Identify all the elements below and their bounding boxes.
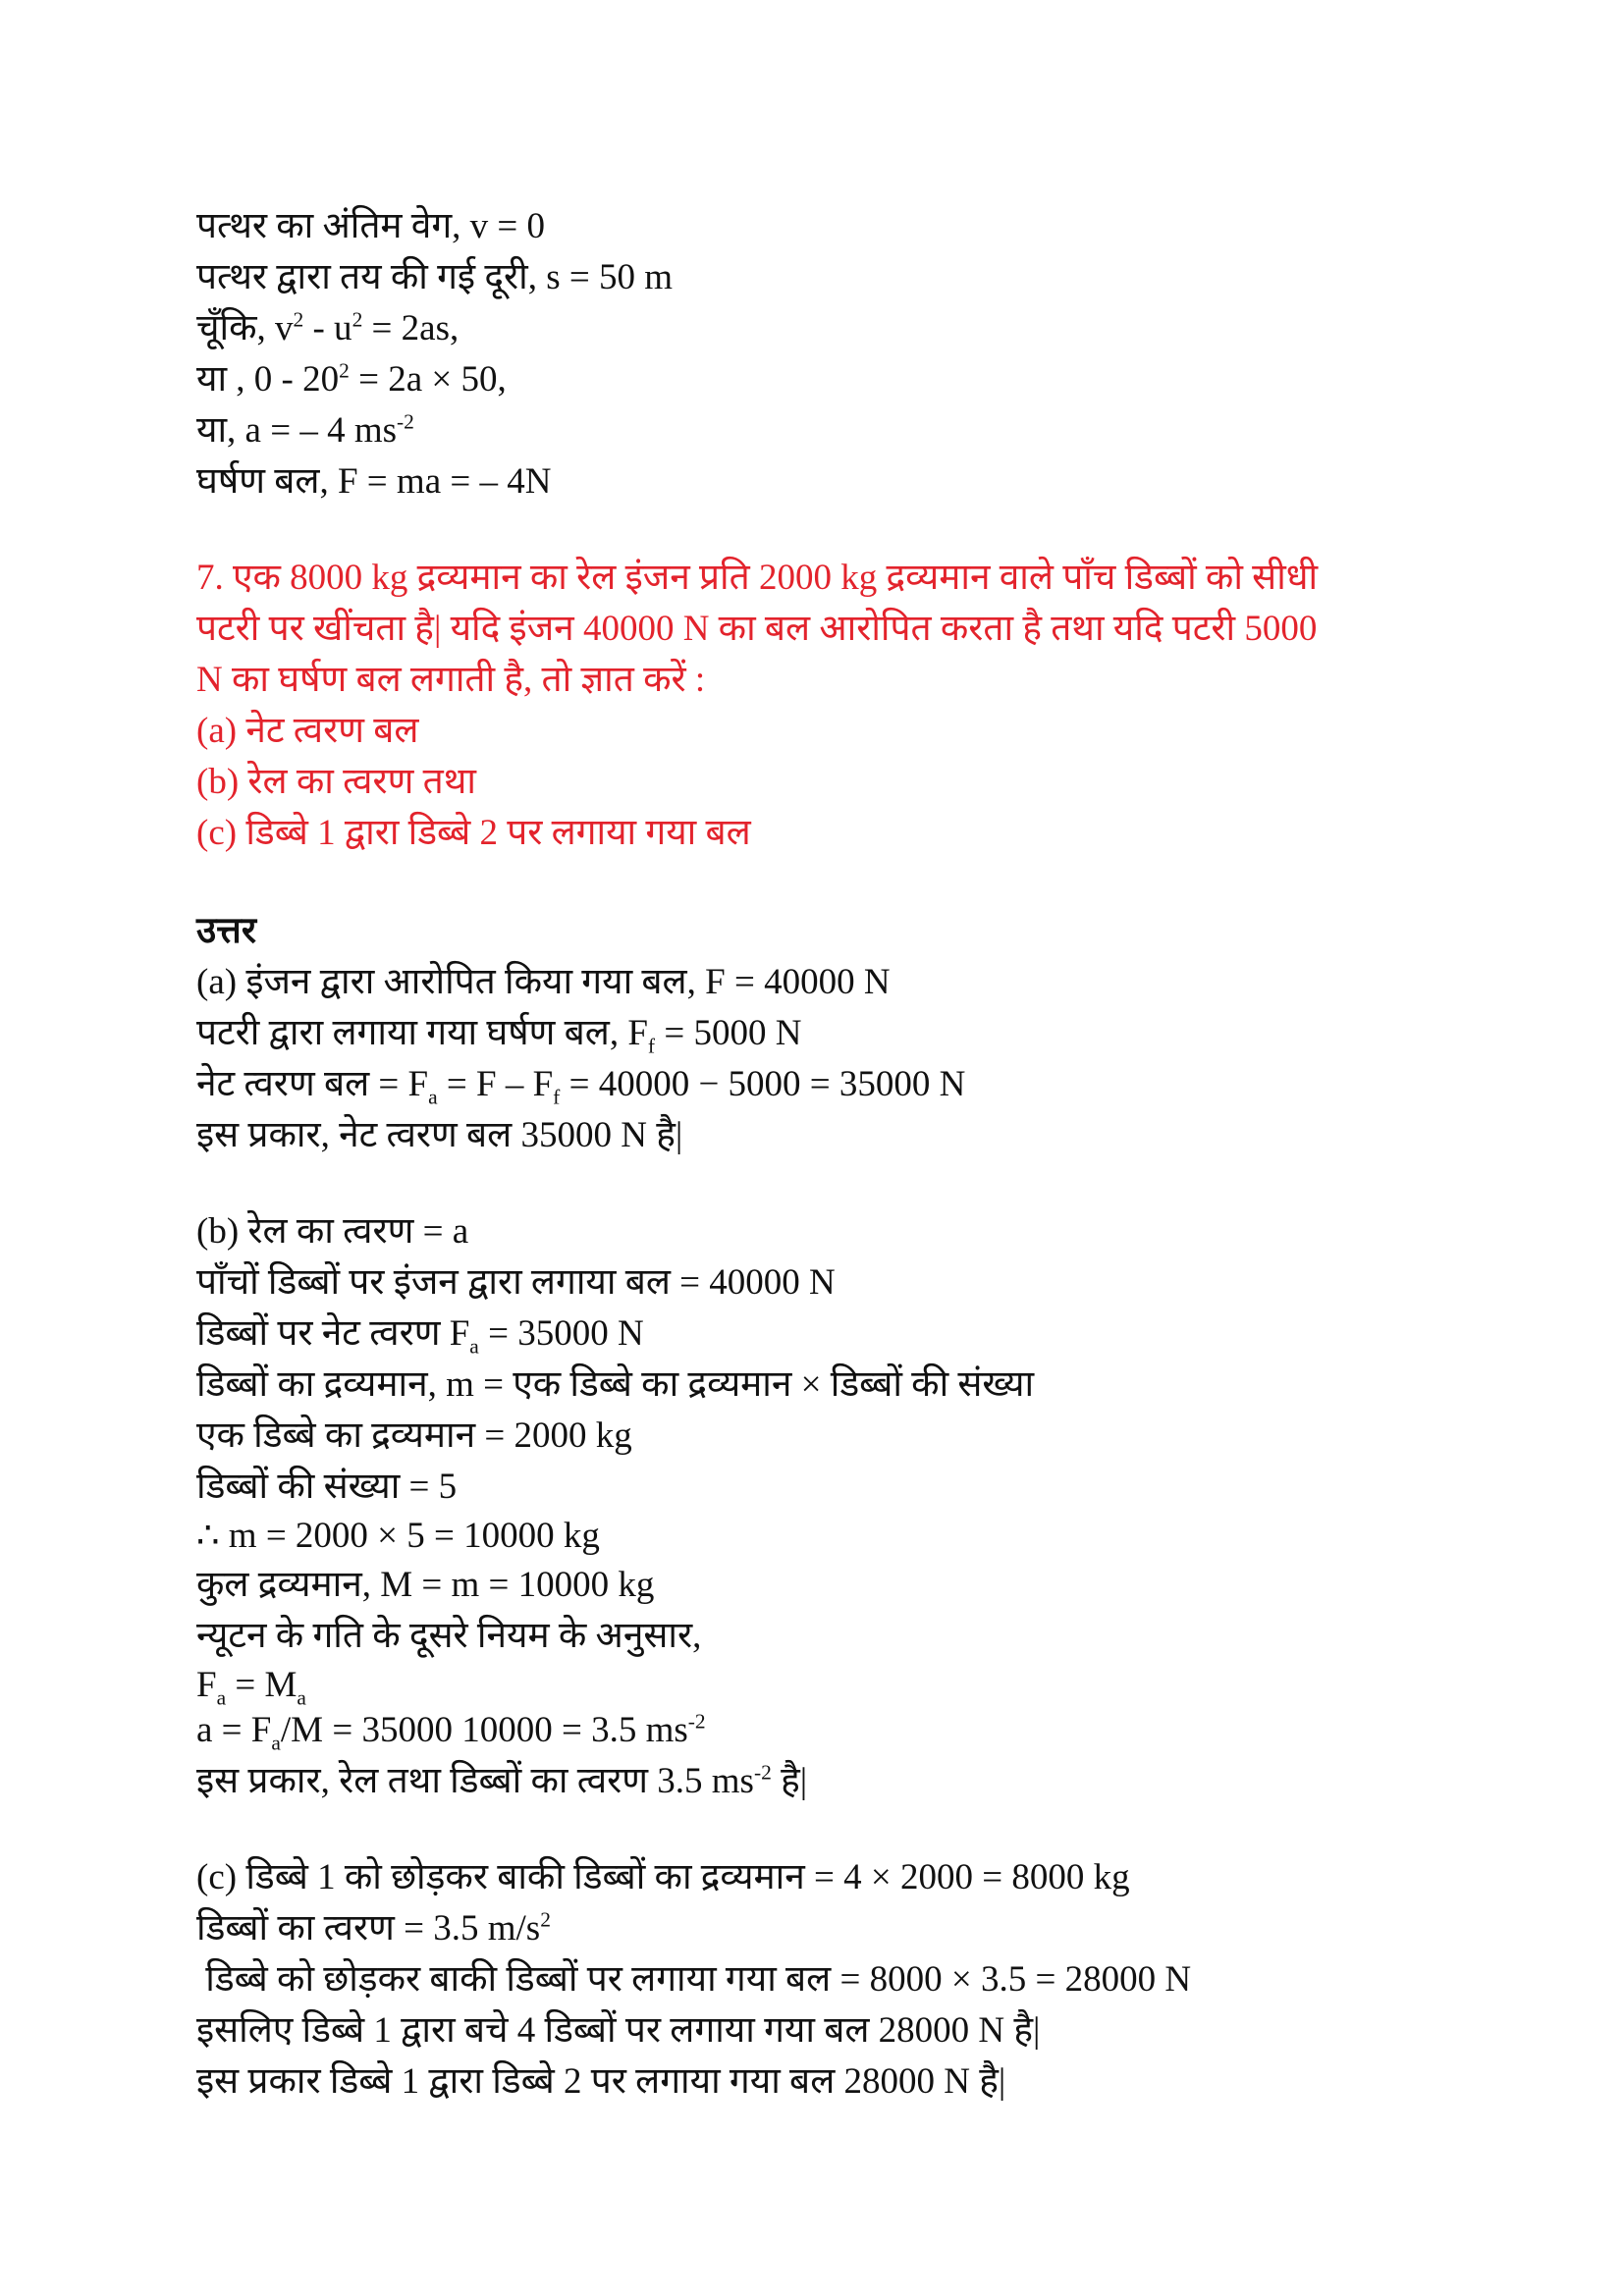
answer-c-line-1 [196,1859,1130,1896]
answer-text: एक डिब्बे का द्रव्यमान = 2000 kg [196,1415,632,1456]
answer-text: इस प्रकार, नेट त्वरण बल 35000 N है| [196,1115,683,1155]
question-part-c [196,815,751,851]
answer-b-line-11 [196,1709,706,1755]
answer-text: /M = 35000 10000 = 3.5 ms [280,1710,688,1750]
intro-line-5 [196,409,414,451]
answer-b-line-8 [196,1567,654,1603]
answer-a-line-1 [196,964,891,1000]
intro-text: या , 0 - 20 [196,359,340,400]
answer-heading [196,913,256,949]
answer-text: डिब्बों की संख्या = 5 [196,1467,458,1507]
answer-text: = 5000 N [655,1013,802,1053]
superscript: -2 [687,1709,706,1734]
answer-text: न्यूटन के गति के दूसरे नियम के अनुसार, [196,1616,702,1656]
answer-text: इस प्रकार डिब्बे 1 द्वारा डिब्बे 2 पर लगाया गया बल 28000 N है| [196,2061,1006,2102]
superscript: -2 [753,1760,772,1785]
answer-b-line-3 [196,1313,644,1359]
intro-line-3 [196,307,460,348]
answer-b-line-4 [196,1366,1034,1403]
superscript: 2 [540,1907,551,1932]
answer-b-line-6 [196,1468,457,1505]
subscript: f [647,1034,656,1058]
answer-text: = 40000 − 5000 = 35000 N [560,1064,966,1104]
intro-text: या, a = – 4 ms [196,410,398,451]
answer-text: पाँचों डिब्बों पर इंजन द्वारा लगाया बल = 40000 N [196,1262,836,1303]
intro-text: चूँकि, v [196,308,294,348]
answer-b-line-7 [196,1518,600,1554]
answer-text: (c) डिब्बे 1 को छोड़कर बाकी डिब्बों का द्रव्यमान = 4 × 2000 = 8000 kg [196,1857,1130,1897]
heading-text: उत्तर [196,911,256,951]
answer-a-line-3 [196,1064,966,1109]
intro-text: पत्थर द्वारा तय की गई दूरी, s = 50 m [196,257,673,297]
intro-text: = 2a × 50, [349,359,507,400]
answer-c-line-5 [196,2063,1005,2100]
answer-text: इसलिए डिब्बे 1 द्वारा बचे 4 डिब्बों पर लगाया गया बल 28000 N है| [196,2010,1041,2051]
intro-text: - u [303,308,352,348]
answer-c-line-4 [196,2012,1040,2049]
superscript: 2 [293,307,304,332]
intro-line-2 [196,259,673,295]
answer-text: पटरी द्वारा लगाया गया घर्षण बल, F [196,1013,648,1053]
question-text: (a) नेट त्वरण बल [196,711,419,751]
subscript: a [271,1731,281,1755]
question-line-2 [196,611,1317,647]
answer-b-line-10 [196,1665,306,1710]
answer-b-line-2 [196,1264,836,1301]
answer-text: = F – F [437,1064,554,1104]
question-text: N का घर्षण बल लगाती है, तो ज्ञात करें : [196,660,706,700]
answer-text: नेट त्वरण बल = F [196,1064,429,1104]
answer-b-line-12 [196,1760,808,1801]
question-line-3 [196,662,705,698]
intro-line-4 [196,358,507,400]
superscript: -2 [397,409,414,434]
intro-line-1 [196,208,545,244]
answer-text: a = F [196,1710,272,1750]
question-part-b [196,764,476,800]
answer-text: है| [771,1761,808,1801]
subscript: a [297,1685,306,1710]
intro-text: घर्षण बल, F = ma = – 4N [196,461,552,502]
subscript: a [428,1085,438,1109]
intro-text: = 2as, [362,308,460,348]
question-line-1 [196,560,1318,596]
answer-text: ∴ m = 2000 × 5 = 10000 kg [196,1516,600,1556]
intro-line-6 [196,463,551,500]
answer-c-line-3 [196,1961,1191,1998]
answer-b-line-1 [196,1213,468,1250]
answer-text: F [196,1665,217,1705]
question-text: पटरी पर खींचता है| यदि इंजन 40000 N का बल आरोपित करता है तथा यदि पटरी 5000 [196,609,1318,649]
subscript: f [553,1085,561,1109]
answer-b-line-5 [196,1417,632,1454]
subscript: a [216,1685,227,1710]
superscript: 2 [352,307,363,332]
question-text: (c) डिब्बे 1 द्वारा डिब्बे 2 पर लगाया गया बल [196,813,751,853]
answer-c-line-2 [196,1907,551,1949]
question-text: 7. एक 8000 kg द्रव्यमान का रेल इंजन प्रति 2000 kg द्रव्यमान वाले पाँच डिब्बों को सीधी [196,558,1319,598]
answer-text: डिब्बों का द्रव्यमान, m = एक डिब्बे का द्रव्यमान × डिब्बों की संख्या [196,1364,1035,1405]
superscript: 2 [339,358,350,383]
answer-a-line-4 [196,1117,682,1153]
answer-text: डिब्बों पर नेट त्वरण F [196,1313,470,1354]
answer-text: डिब्बों का त्वरण = 3.5 m/s [196,1908,541,1949]
subscript: a [469,1334,479,1359]
answer-text: (a) इंजन द्वारा आरोपित किया गया बल, F = 40000 N [196,962,891,1002]
question-part-a [196,713,418,749]
answer-text: कुल द्रव्यमान, M = m = 10000 kg [196,1565,655,1605]
answer-text: = 35000 N [478,1313,644,1354]
answer-text: (b) रेल का त्वरण = a [196,1211,469,1252]
intro-text: पत्थर का अंतिम वेग, v = 0 [196,206,546,246]
answer-text: = M [226,1665,298,1705]
answer-b-line-9 [196,1618,701,1654]
answer-a-line-2 [196,1013,802,1058]
question-text: (b) रेल का त्वरण तथा [196,762,476,802]
answer-text: डिब्बे को छोड़कर बाकी डिब्बों पर लगाया गया बल = 8000 × 3.5 = 28000 N [196,1959,1192,2000]
answer-text: इस प्रकार, रेल तथा डिब्बों का त्वरण 3.5 ms [196,1761,754,1801]
